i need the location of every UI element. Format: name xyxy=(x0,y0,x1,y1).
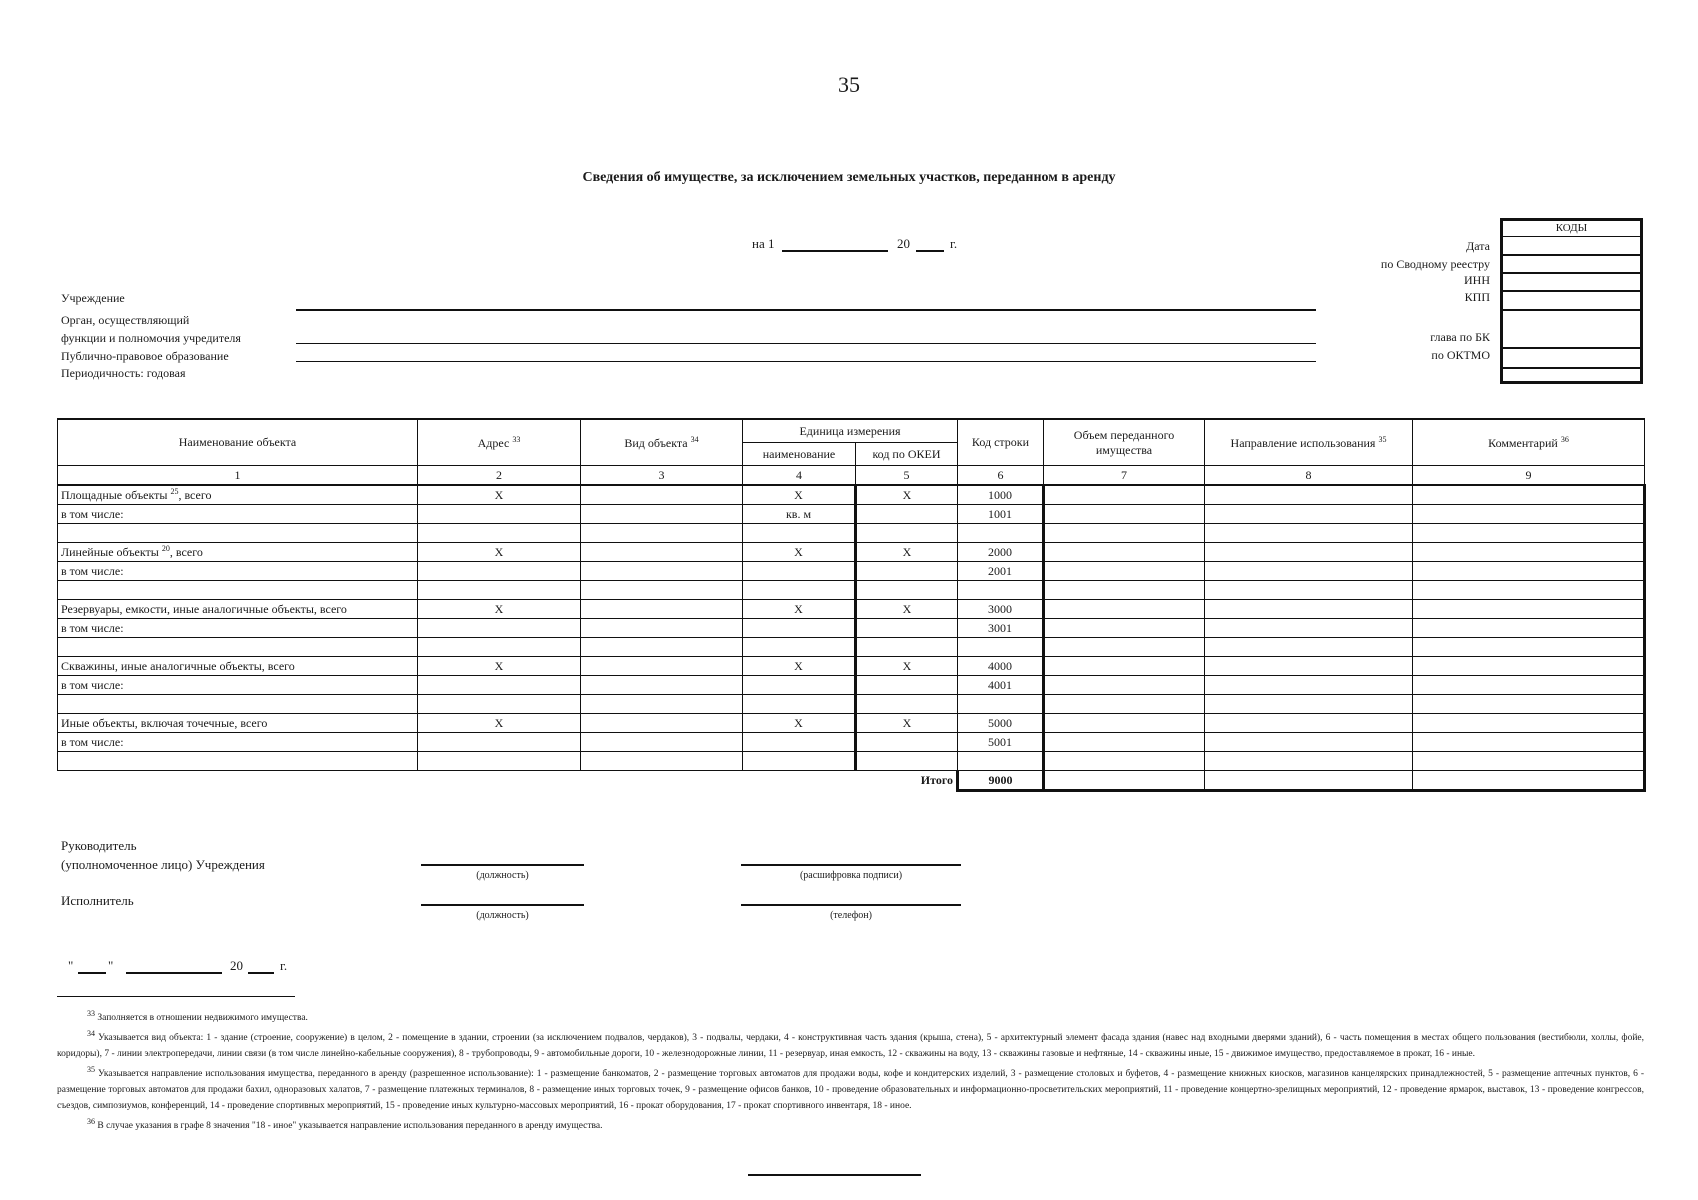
object-name[interactable] xyxy=(58,581,418,600)
volume-cell[interactable] xyxy=(1044,714,1205,733)
unit-name-cell[interactable] xyxy=(743,676,856,695)
unit-code-cell[interactable] xyxy=(856,695,958,714)
footnote-34: $^{34}$ Указывается вид объекта: 1 - здание (строение, сооружение) в целом, 2 - помещение в здании, строении (за исключением подвалов, чердаков), 3 - подвалы, чердаки, 4 - конструктивная часть здания (крыша, стена), 5 - архитектурный элемент фасада здания (навес над входными дверями зданий), 6 - часть помещения в местах общего пользования (вестибюли, холлы, фойе, коридоры), 7 - линии электропередачи, линии связи (в том числе линейно-кабельные сооружения), 8 - трубопроводы, 9 - автомобильные дороги, 10 - железнодорожные линии, 11 - резервуар, иная емкость, 12 - скважины на воду, 13 - скважины газовые и нефтяные, 14 - скважины иные, 15 - движимое имущество, предоставляемое в прокат, 16 - иные. xyxy=(57,1029,1644,1060)
table-row-total xyxy=(58,771,1645,791)
comment-cell[interactable] xyxy=(1413,505,1645,524)
total-comment-cell[interactable] xyxy=(1413,771,1645,791)
volume-cell[interactable] xyxy=(1044,619,1205,638)
kind-cell[interactable] xyxy=(581,581,743,600)
unit-code-cell[interactable] xyxy=(856,562,958,581)
table-row-including xyxy=(58,619,1645,638)
volume-cell[interactable] xyxy=(1044,543,1205,562)
comment-cell[interactable] xyxy=(1413,657,1645,676)
row-code-cell: 3000 xyxy=(958,600,1044,619)
comment-cell[interactable] xyxy=(1413,562,1645,581)
unit-name-cell[interactable] xyxy=(743,638,856,657)
comment-cell[interactable] xyxy=(1413,485,1645,505)
direction-cell[interactable] xyxy=(1205,752,1413,771)
row-code-cell[interactable] xyxy=(958,752,1044,771)
col-header-unit-name: наименование xyxy=(743,443,856,466)
kind-cell[interactable] xyxy=(581,752,743,771)
footnotes xyxy=(57,1006,1644,1135)
kind-cell[interactable] xyxy=(581,714,743,733)
including-label: в том числе: xyxy=(58,505,418,524)
direction-cell[interactable] xyxy=(1205,695,1413,714)
kind-cell[interactable] xyxy=(581,524,743,543)
sign-day-field[interactable] xyxy=(78,958,106,974)
direction-cell[interactable] xyxy=(1205,619,1413,638)
date-suffix: г. xyxy=(950,236,958,251)
kind-cell[interactable] xyxy=(581,485,743,505)
unit-name-cell[interactable] xyxy=(743,524,856,543)
including-label: в том числе: xyxy=(58,562,418,581)
address-cell: Х xyxy=(418,600,581,619)
kind-cell[interactable] xyxy=(581,638,743,657)
volume-cell[interactable] xyxy=(1044,505,1205,524)
row-code-cell: 5001 xyxy=(958,733,1044,752)
footnote-35: $^{35}$ Указывается направление использования имущества, переданного в аренду (разрешенное использование): 1 - размещение банкоматов, 2 - размещение торговых автоматов для продажи воды, кофе и кондитерских изделий, 3 - размещение столовых и буфетов, 4 - размещение книжных киосков, магазинов канцелярских принадлежностей, 5 - размещение аптечных пунктов, 6 - размещение торговых автоматов для продажи бахил, одноразовых халатов, 7 - размещение платежных терминалов, 8 - размещение иных торговых точек, 9 - размещение офисов банков, 10 - проведение образовательных и информационно-просветительских мероприятий, 11 - проведение концертно-зрелищных мероприятий, 12 - проведение ярмарок, выставок, 13 - проведение конгрессов, съездов, симпозиумов, конференций, 14 - проведение спортивных мероприятий, 15 - проведение иных культурно-массовых мероприятий, 16 - прокат оборудования, 17 - прокат спортивного инвентаря, 18 - иное. xyxy=(57,1065,1645,1112)
table-row-blank xyxy=(58,752,1645,771)
address-cell[interactable] xyxy=(418,524,581,543)
kind-cell[interactable] xyxy=(581,562,743,581)
object-name: Иные объекты, включая точечные, всего xyxy=(58,714,418,733)
date-year-field[interactable] xyxy=(916,236,944,252)
code-cell-registry[interactable] xyxy=(1503,256,1640,274)
address-cell[interactable] xyxy=(418,581,581,600)
row-code-cell: 1001 xyxy=(958,505,1044,524)
unit-code-cell: Х xyxy=(856,485,958,505)
col-header-volume: Объем переданного имущества xyxy=(1044,419,1205,466)
code-label-oktmo: по ОКТМО xyxy=(1431,348,1490,362)
date-prefix: на 1 xyxy=(752,236,775,251)
table-row-blank xyxy=(58,638,1645,657)
kind-cell[interactable] xyxy=(581,543,743,562)
comment-cell[interactable] xyxy=(1413,695,1645,714)
institution-label: Учреждение xyxy=(61,291,125,305)
kind-cell[interactable] xyxy=(581,619,743,638)
volume-cell[interactable] xyxy=(1044,638,1205,657)
unit-name-cell[interactable] xyxy=(743,619,856,638)
kind-cell[interactable] xyxy=(581,657,743,676)
table-row-group xyxy=(58,714,1645,733)
unit-code-cell[interactable] xyxy=(856,505,958,524)
codes-box xyxy=(1500,218,1643,384)
direction-cell[interactable] xyxy=(1205,524,1413,543)
comment-cell[interactable] xyxy=(1413,638,1645,657)
sign-month-field[interactable] xyxy=(126,958,222,974)
object-name: Линейные объекты $^{20}$, всего xyxy=(58,543,418,562)
executor-position-caption: (должность) xyxy=(476,910,529,921)
organ-label-line1: Орган, осуществляющий xyxy=(61,313,190,327)
unit-code-cell[interactable] xyxy=(856,619,958,638)
col-header-unit: Единица измерения xyxy=(743,419,958,443)
organ-label-line2: функции и полномочия учредителя xyxy=(61,331,241,345)
kind-cell[interactable] xyxy=(581,695,743,714)
executor-phone-field[interactable] xyxy=(741,904,961,906)
kind-cell[interactable] xyxy=(581,733,743,752)
address-cell[interactable] xyxy=(418,619,581,638)
row-code-cell: 1000 xyxy=(958,485,1044,505)
unit-code-cell[interactable] xyxy=(856,524,958,543)
unit-code-cell[interactable] xyxy=(856,638,958,657)
date-year-prefix: 20 xyxy=(897,236,910,251)
unit-code-cell: Х xyxy=(856,714,958,733)
table-row-group xyxy=(58,543,1645,562)
row-code-cell: 5000 xyxy=(958,714,1044,733)
code-label-registry: по Сводному реестру xyxy=(1380,257,1490,271)
object-name: Резервуары, емкости, иные аналогичные объекты, всего xyxy=(58,600,418,619)
col-header-kind: Вид объекта $^{34}$ xyxy=(581,419,743,466)
page-number: 35 xyxy=(838,72,860,97)
footnote-separator xyxy=(57,996,295,997)
table-row-group xyxy=(58,600,1645,619)
executor-phone-caption: (телефон) xyxy=(830,910,872,921)
address-cell[interactable] xyxy=(418,505,581,524)
including-label: в том числе: xyxy=(58,619,418,638)
volume-cell[interactable] xyxy=(1044,524,1205,543)
unit-name-cell[interactable] xyxy=(743,733,856,752)
row-code-cell: 3001 xyxy=(958,619,1044,638)
kind-cell[interactable] xyxy=(581,600,743,619)
table-row-blank xyxy=(58,524,1645,543)
object-name[interactable] xyxy=(58,524,418,543)
total-volume-cell[interactable] xyxy=(1044,771,1205,791)
volume-cell[interactable] xyxy=(1044,600,1205,619)
head-signature-field[interactable] xyxy=(741,864,961,866)
head-signature-caption: (расшифровка подписи) xyxy=(799,870,903,881)
head-position-caption: (должность) xyxy=(476,870,529,881)
unit-code-cell[interactable] xyxy=(856,752,958,771)
row-code-cell: 4001 xyxy=(958,676,1044,695)
address-cell[interactable] xyxy=(418,638,581,657)
direction-cell[interactable] xyxy=(1205,676,1413,695)
direction-cell[interactable] xyxy=(1205,657,1413,676)
direction-cell[interactable] xyxy=(1205,505,1413,524)
object-name[interactable] xyxy=(58,752,418,771)
footnote-36: $^{36}$ В случае указания в графе 8 значения "18 - иное" указывается направление использования переданного в аренду имущества. xyxy=(87,1117,603,1132)
code-label-date: Дата xyxy=(1466,239,1490,253)
unit-code-cell[interactable] xyxy=(856,581,958,600)
total-direction-cell[interactable] xyxy=(1205,771,1413,791)
public-entity-field[interactable] xyxy=(296,361,1316,362)
comment-cell[interactable] xyxy=(1413,581,1645,600)
comment-cell[interactable] xyxy=(1413,733,1645,752)
object-name: Скважины, иные аналогичные объекты, всего xyxy=(58,657,418,676)
col-header-direction: Направление использования $^{35}$ xyxy=(1205,419,1413,466)
periodicity-label: Периодичность: годовая xyxy=(61,366,186,380)
unit-name-cell[interactable] xyxy=(743,581,856,600)
address-cell: Х xyxy=(418,657,581,676)
direction-cell[interactable] xyxy=(1205,562,1413,581)
address-cell[interactable] xyxy=(418,695,581,714)
unit-code-cell[interactable] xyxy=(856,733,958,752)
kind-cell[interactable] xyxy=(581,505,743,524)
codes-header: КОДЫ xyxy=(1503,221,1640,237)
date-day-month-field[interactable] xyxy=(782,236,888,252)
table-row-group xyxy=(58,657,1645,676)
volume-cell[interactable] xyxy=(1044,581,1205,600)
unit-name-cell: Х xyxy=(743,714,856,733)
object-name[interactable] xyxy=(58,695,418,714)
executor-position-field[interactable] xyxy=(421,904,584,906)
unit-name-cell[interactable]: кв. м xyxy=(743,505,856,524)
address-cell[interactable] xyxy=(418,562,581,581)
table-row-including xyxy=(58,733,1645,752)
volume-cell[interactable] xyxy=(1044,733,1205,752)
unit-name-cell[interactable] xyxy=(743,695,856,714)
unit-name-cell: Х xyxy=(743,657,856,676)
total-label: Итого xyxy=(920,773,953,788)
table-row-including xyxy=(58,562,1645,581)
row-code-cell[interactable] xyxy=(958,581,1044,600)
organ-field[interactable] xyxy=(296,343,1316,344)
volume-cell[interactable] xyxy=(1044,657,1205,676)
including-label: в том числе: xyxy=(58,733,418,752)
unit-name-cell[interactable] xyxy=(743,562,856,581)
comment-cell[interactable] xyxy=(1413,676,1645,695)
row-code-cell[interactable] xyxy=(958,695,1044,714)
direction-cell[interactable] xyxy=(1205,581,1413,600)
code-cell-inn[interactable] xyxy=(1503,274,1640,292)
kind-cell[interactable] xyxy=(581,676,743,695)
code-cell-organ[interactable] xyxy=(1503,311,1640,349)
comment-cell[interactable] xyxy=(1413,714,1645,733)
direction-cell[interactable] xyxy=(1205,543,1413,562)
total-code: 9000 xyxy=(958,771,1044,791)
unit-name-cell: Х xyxy=(743,600,856,619)
public-entity-label: Публично-правовое образование xyxy=(61,349,229,363)
volume-cell[interactable] xyxy=(1044,752,1205,771)
document-title: Сведения об имуществе, за исключением земельных участков, переданном в аренду xyxy=(582,170,1116,185)
unit-code-cell: Х xyxy=(856,543,958,562)
row-code-cell[interactable] xyxy=(958,638,1044,657)
unit-name-cell[interactable] xyxy=(743,752,856,771)
property-table xyxy=(57,418,1646,792)
direction-cell[interactable] xyxy=(1205,714,1413,733)
address-cell: Х xyxy=(418,543,581,562)
unit-code-cell: Х xyxy=(856,657,958,676)
sign-year-field[interactable] xyxy=(248,958,274,974)
institution-field[interactable] xyxy=(296,309,1316,311)
direction-cell[interactable] xyxy=(1205,485,1413,505)
including-label: в том числе: xyxy=(58,676,418,695)
row-code-cell: 2000 xyxy=(958,543,1044,562)
head-position-field[interactable] xyxy=(421,864,584,866)
code-label-inn: ИНН xyxy=(1464,273,1490,287)
unit-code-cell[interactable] xyxy=(856,676,958,695)
volume-cell[interactable] xyxy=(1044,676,1205,695)
unit-name-cell: Х xyxy=(743,485,856,505)
code-cell-kpp[interactable] xyxy=(1503,292,1640,311)
row-code-cell[interactable] xyxy=(958,524,1044,543)
comment-cell[interactable] xyxy=(1413,543,1645,562)
comment-cell[interactable] xyxy=(1413,524,1645,543)
end-line xyxy=(748,1174,921,1176)
code-label-bk: глава по БК xyxy=(1430,330,1490,344)
col-header-unit-code: код по ОКЕИ xyxy=(856,443,958,466)
volume-cell[interactable] xyxy=(1044,695,1205,714)
head-label-line1: Руководитель xyxy=(61,838,137,853)
unit-name-cell: Х xyxy=(743,543,856,562)
code-cell-oktmo[interactable] xyxy=(1503,369,1640,387)
volume-cell[interactable] xyxy=(1044,485,1205,505)
col-header-comment: Комментарий $^{36}$ xyxy=(1413,419,1645,466)
table-row-including xyxy=(58,505,1645,524)
col-header-address: Адрес $^{33}$ xyxy=(418,419,581,466)
object-name[interactable] xyxy=(58,638,418,657)
object-name: Площадные объекты $^{25}$, всего xyxy=(58,485,418,505)
comment-cell[interactable] xyxy=(1413,752,1645,771)
column-numbers-row: 1 2 3 4 5 6 7 8 9 xyxy=(58,466,1645,486)
footnote-33: $^{33}$ Заполняется в отношении недвижимого имущества. xyxy=(87,1009,308,1024)
table-row-including xyxy=(58,676,1645,695)
comment-cell[interactable] xyxy=(1413,600,1645,619)
address-cell[interactable] xyxy=(418,752,581,771)
address-cell: Х xyxy=(418,485,581,505)
table-row-blank xyxy=(58,581,1645,600)
address-cell[interactable] xyxy=(418,733,581,752)
code-cell-date[interactable] xyxy=(1503,237,1640,256)
volume-cell[interactable] xyxy=(1044,562,1205,581)
direction-cell[interactable] xyxy=(1205,600,1413,619)
row-code-cell: 2001 xyxy=(958,562,1044,581)
col-header-row-code: Код строки xyxy=(958,419,1044,466)
code-cell-bk[interactable] xyxy=(1503,349,1640,369)
executor-label: Исполнитель xyxy=(61,893,134,908)
row-code-cell: 4000 xyxy=(958,657,1044,676)
code-label-kpp: КПП xyxy=(1464,290,1490,304)
direction-cell[interactable] xyxy=(1205,638,1413,657)
table-row-group xyxy=(58,485,1645,505)
address-cell[interactable] xyxy=(418,676,581,695)
comment-cell[interactable] xyxy=(1413,619,1645,638)
direction-cell[interactable] xyxy=(1205,733,1413,752)
col-header-name: Наименование объекта xyxy=(58,419,418,466)
address-cell: Х xyxy=(418,714,581,733)
head-label-line2: (уполномоченное лицо) Учреждения xyxy=(61,857,265,872)
table-row-blank xyxy=(58,695,1645,714)
unit-code-cell: Х xyxy=(856,600,958,619)
